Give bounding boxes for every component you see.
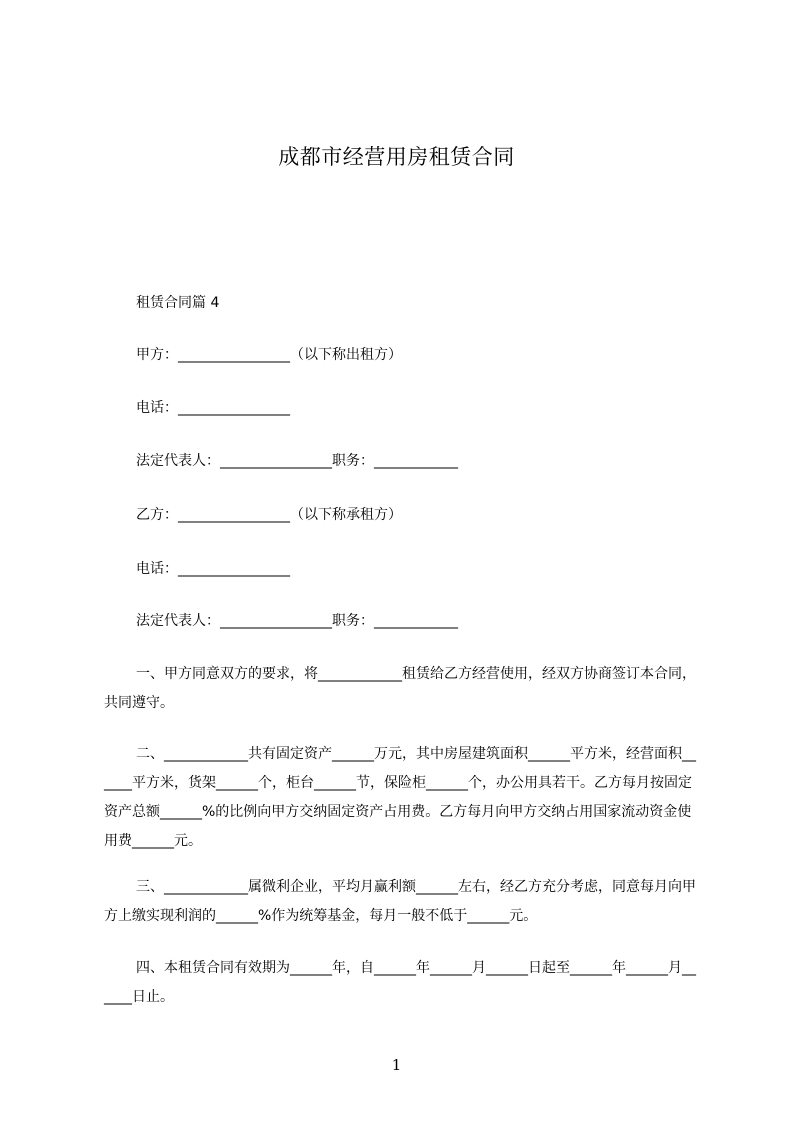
clause-2 (104, 740, 701, 856)
clause-2-text: 二、____________共有固定资产______万元，其中房屋建筑面积______平方米，经营面积______平方米，货架______个，柜台______节，保险柜______个，办公用具若干。乙方每月按固定资产总额______%的比例向甲方交纳固定资产占用费。乙方每月向甲方交纳占用国家流动资金使用费______元。 (104, 746, 696, 849)
clause-3-text: 三、____________属微利企业，平均月赢利额______左右，经乙方充分考虑，同意每月向甲方上缴实现利润的______%作为统筹基金，每月一般不低于______元。 (104, 879, 696, 924)
clause-1 (104, 660, 701, 718)
party-a-representative-line: 法定代表人：________________职务：____________ (136, 453, 458, 469)
section-heading: 租赁合同篇 4 (136, 295, 220, 311)
party-b-line: 乙方：________________（以下称承租方） (136, 507, 402, 523)
clause-3 (104, 873, 701, 931)
party-b-phone-line: 电话：________________ (136, 561, 290, 577)
party-b-representative-line: 法定代表人：________________职务：____________ (136, 613, 458, 629)
party-a-phone-line: 电话：________________ (136, 400, 290, 416)
page-number: 1 (391, 1056, 402, 1074)
document-title: 成都市经营用房租赁合同 (278, 145, 515, 169)
clause-1-text: 一、甲方同意双方的要求，将____________租赁给乙方经营使用，经双方协商签订本合同，共同遵守。 (104, 666, 696, 711)
party-a-line: 甲方：________________（以下称出租方） (136, 347, 402, 363)
clause-4 (104, 954, 701, 1012)
clause-4-text: 四、本租赁合同有效期为______年，自______年______月______日起至______年______月______日止。 (104, 960, 696, 1005)
